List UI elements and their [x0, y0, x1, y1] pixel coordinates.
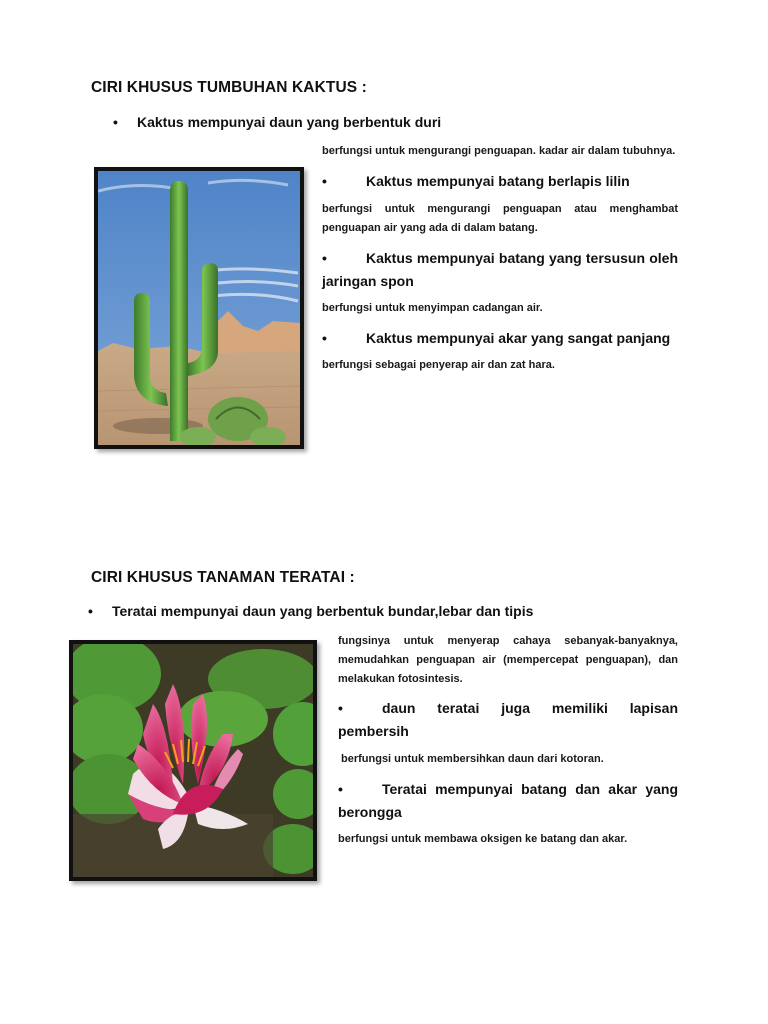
point-description: berfungsi untuk membersihkan daun dari kotoran.: [341, 753, 604, 765]
bullet-icon: •: [322, 330, 327, 346]
section-title-cactus: CIRI KHUSUS TUMBUHAN KAKTUS :: [91, 79, 367, 96]
lead-bullet-lotus: [88, 603, 533, 619]
point-heading: • Teratai mempunyai batang dan akar yang berongga: [338, 778, 678, 824]
lead-description-lotus: fungsinya untuk menyerap cahaya sebanyak-banyaknya, memudahkan penguapan air (mempercepat penguapan), dan melakukan fotosintesis.: [338, 635, 678, 685]
point-heading: • Kaktus mempunyai batang yang tersusun oleh jaringan spon: [322, 247, 678, 293]
point-heading: • Kaktus mempunyai akar yang sangat panjang: [322, 327, 678, 350]
cactus-text-column: [322, 142, 678, 375]
bullet-icon: •: [338, 781, 343, 797]
bullet-icon: •: [322, 173, 327, 189]
point-description: berfungsi untuk mengurangi penguapan atau menghambat penguapan air yang ada di dalam batang.: [322, 203, 678, 234]
bullet-icon: •: [322, 250, 327, 266]
point-heading: • Kaktus mempunyai batang berlapis lilin: [322, 170, 678, 193]
point-description: berfungsi sebagai penyerap air dan zat hara.: [322, 359, 555, 371]
lead-description-cactus: berfungsi untuk mengurangi penguapan. kadar air dalam tubuhnya.: [322, 145, 676, 157]
point-description: berfungsi untuk menyimpan cadangan air.: [322, 302, 543, 314]
bullet-icon: •: [338, 700, 343, 716]
cactus-image: [94, 167, 304, 449]
lead-bullet-text: Kaktus mempunyai daun yang berbentuk duri: [137, 114, 442, 130]
section-title-lotus: CIRI KHUSUS TANAMAN TERATAI :: [91, 569, 355, 586]
lotus-photo-icon: [73, 644, 313, 877]
bullet-icon: •: [113, 114, 118, 130]
bullet-icon: •: [88, 603, 93, 619]
lotus-image: [69, 640, 317, 881]
lotus-text-column: [338, 632, 678, 849]
point-description: berfungsi untuk membawa oksigen ke batang dan akar.: [338, 833, 628, 845]
point-heading: • daun teratai juga memiliki lapisan pembersih: [338, 697, 678, 743]
lead-bullet-text: Teratai mempunyai daun yang berbentuk bundar,lebar dan tipis: [112, 603, 534, 619]
lead-bullet-cactus: [113, 114, 441, 130]
cactus-photo-icon: [98, 171, 300, 445]
